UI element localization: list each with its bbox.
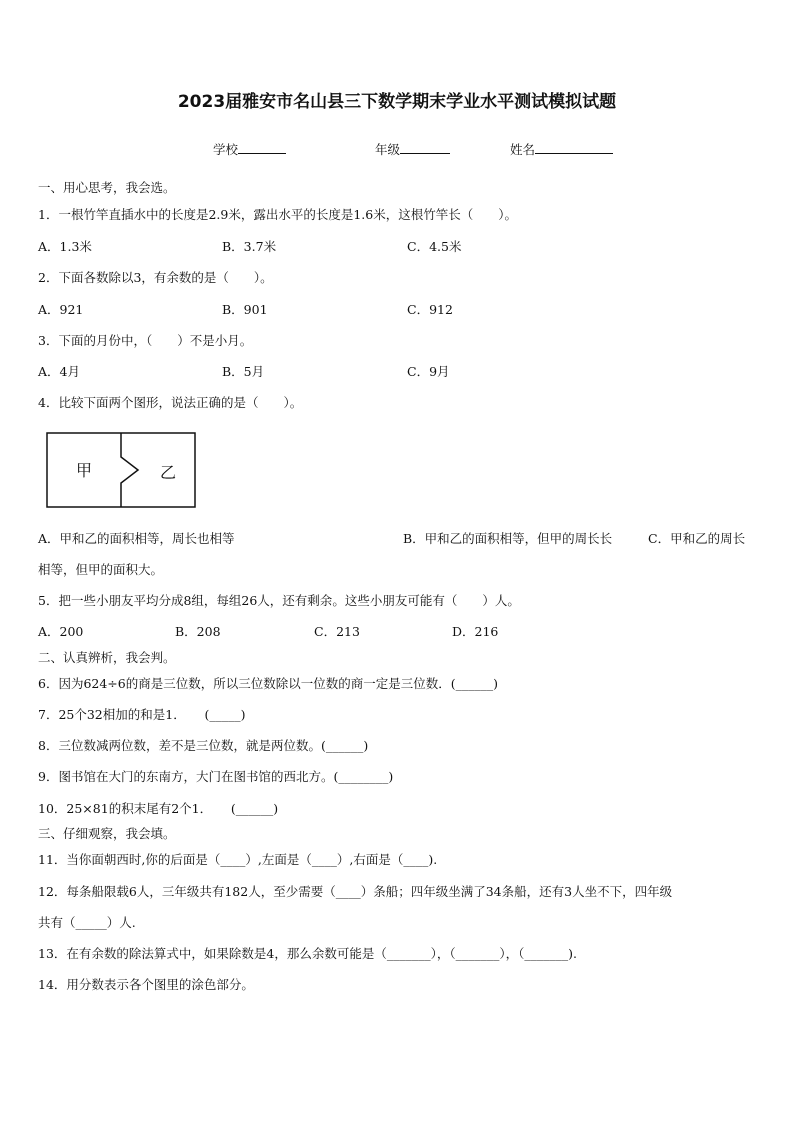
dividing-line: [121, 433, 138, 507]
question-11: 11．当你面朝西时,你的后面是（____）,左面是（____）,右面是（____).: [38, 852, 438, 867]
grade-field: [375, 140, 450, 158]
q4-option-c[interactable]: C．甲和乙的周长: [648, 531, 746, 546]
question-1: 1．一根竹竿直插水中的长度是2.9米，露出水平的长度是1.6米，这根竹竿长（ ）。: [38, 207, 517, 222]
q4-option-c-continued: 相等，但甲的面积大。: [38, 562, 164, 577]
shape-label-jia: 甲: [76, 461, 93, 480]
question-12-continued: 共有（_____）人.: [38, 915, 136, 930]
section-heading-1: 一、用心思考，我会选。: [38, 180, 176, 195]
q3-option-c[interactable]: C．9月: [407, 364, 450, 379]
school-field: [213, 140, 286, 158]
q3-option-b[interactable]: B．5月: [222, 364, 265, 379]
grade-blank[interactable]: [400, 140, 450, 154]
q2-option-a[interactable]: A．921: [38, 302, 84, 317]
school-blank[interactable]: [238, 140, 286, 154]
section-heading-3: 三、仔细观察，我会填。: [38, 826, 176, 841]
grade-label: 年级: [375, 142, 401, 157]
question-13: 13．在有余数的除法算式中，如果除数是4，那么余数可能是（_______），（_______），（_______).: [38, 946, 577, 961]
question-8: 8．三位数减两位数，差不是三位数，就是两位数。(______): [38, 738, 369, 753]
q3-option-a[interactable]: A．4月: [38, 364, 80, 379]
q2-option-b[interactable]: B．901: [222, 302, 268, 317]
q1-option-a[interactable]: A．1.3米: [38, 239, 92, 254]
q2-option-c[interactable]: C．912: [407, 302, 453, 317]
q5-option-d[interactable]: D．216: [452, 624, 499, 639]
shape-label-yi: 乙: [160, 463, 177, 482]
q5-option-b[interactable]: B．208: [175, 624, 221, 639]
school-label: 学校: [213, 142, 239, 157]
q4-option-a[interactable]: A．甲和乙的面积相等，周长也相等: [38, 531, 235, 546]
name-label: 姓名: [510, 142, 536, 157]
section-heading-2: 二、认真辨析，我会判。: [38, 650, 176, 665]
name-field: [510, 140, 613, 158]
question-4: 4．比较下面两个图形，说法正确的是（ ）。: [38, 395, 303, 410]
question-6: 6．因为624÷6的商是三位数，所以三位数除以一位数的商一定是三位数．(______): [38, 676, 498, 691]
q5-option-c[interactable]: C．213: [314, 624, 360, 639]
q1-option-b[interactable]: B．3.7米: [222, 239, 277, 254]
name-blank[interactable]: [535, 140, 613, 154]
shape-comparison-figure: [46, 432, 196, 508]
page-title: 2023届雅安市名山县三下数学期末学业水平测试模拟试题: [177, 92, 617, 112]
question-3: 3．下面的月份中，（ ）不是小月。: [38, 333, 253, 348]
question-7: 7．25个32相加的和是1． (_____): [38, 707, 246, 722]
question-5: 5．把一些小朋友平均分成8组，每组26人，还有剩余。这些小朋友可能有（ ）人。: [38, 593, 520, 608]
question-12: 12．每条船限载6人，三年级共有182人，至少需要（____）条船；四年级坐满了34条船，还有3人坐不下，四年级: [38, 884, 673, 899]
question-2: 2．下面各数除以3，有余数的是（ ）。: [38, 270, 273, 285]
question-9: 9．图书馆在大门的东南方，大门在图书馆的西北方。(________): [38, 769, 394, 784]
question-14: 14．用分数表示各个图里的涂色部分。: [38, 977, 254, 992]
question-10: 10．25×81的积末尾有2个1． (______): [38, 801, 279, 816]
shape-figure-svg: [46, 432, 196, 508]
q5-option-a[interactable]: A．200: [38, 624, 84, 639]
q4-option-b[interactable]: B．甲和乙的面积相等，但甲的周长长: [403, 531, 613, 546]
q1-option-c[interactable]: C．4.5米: [407, 239, 462, 254]
